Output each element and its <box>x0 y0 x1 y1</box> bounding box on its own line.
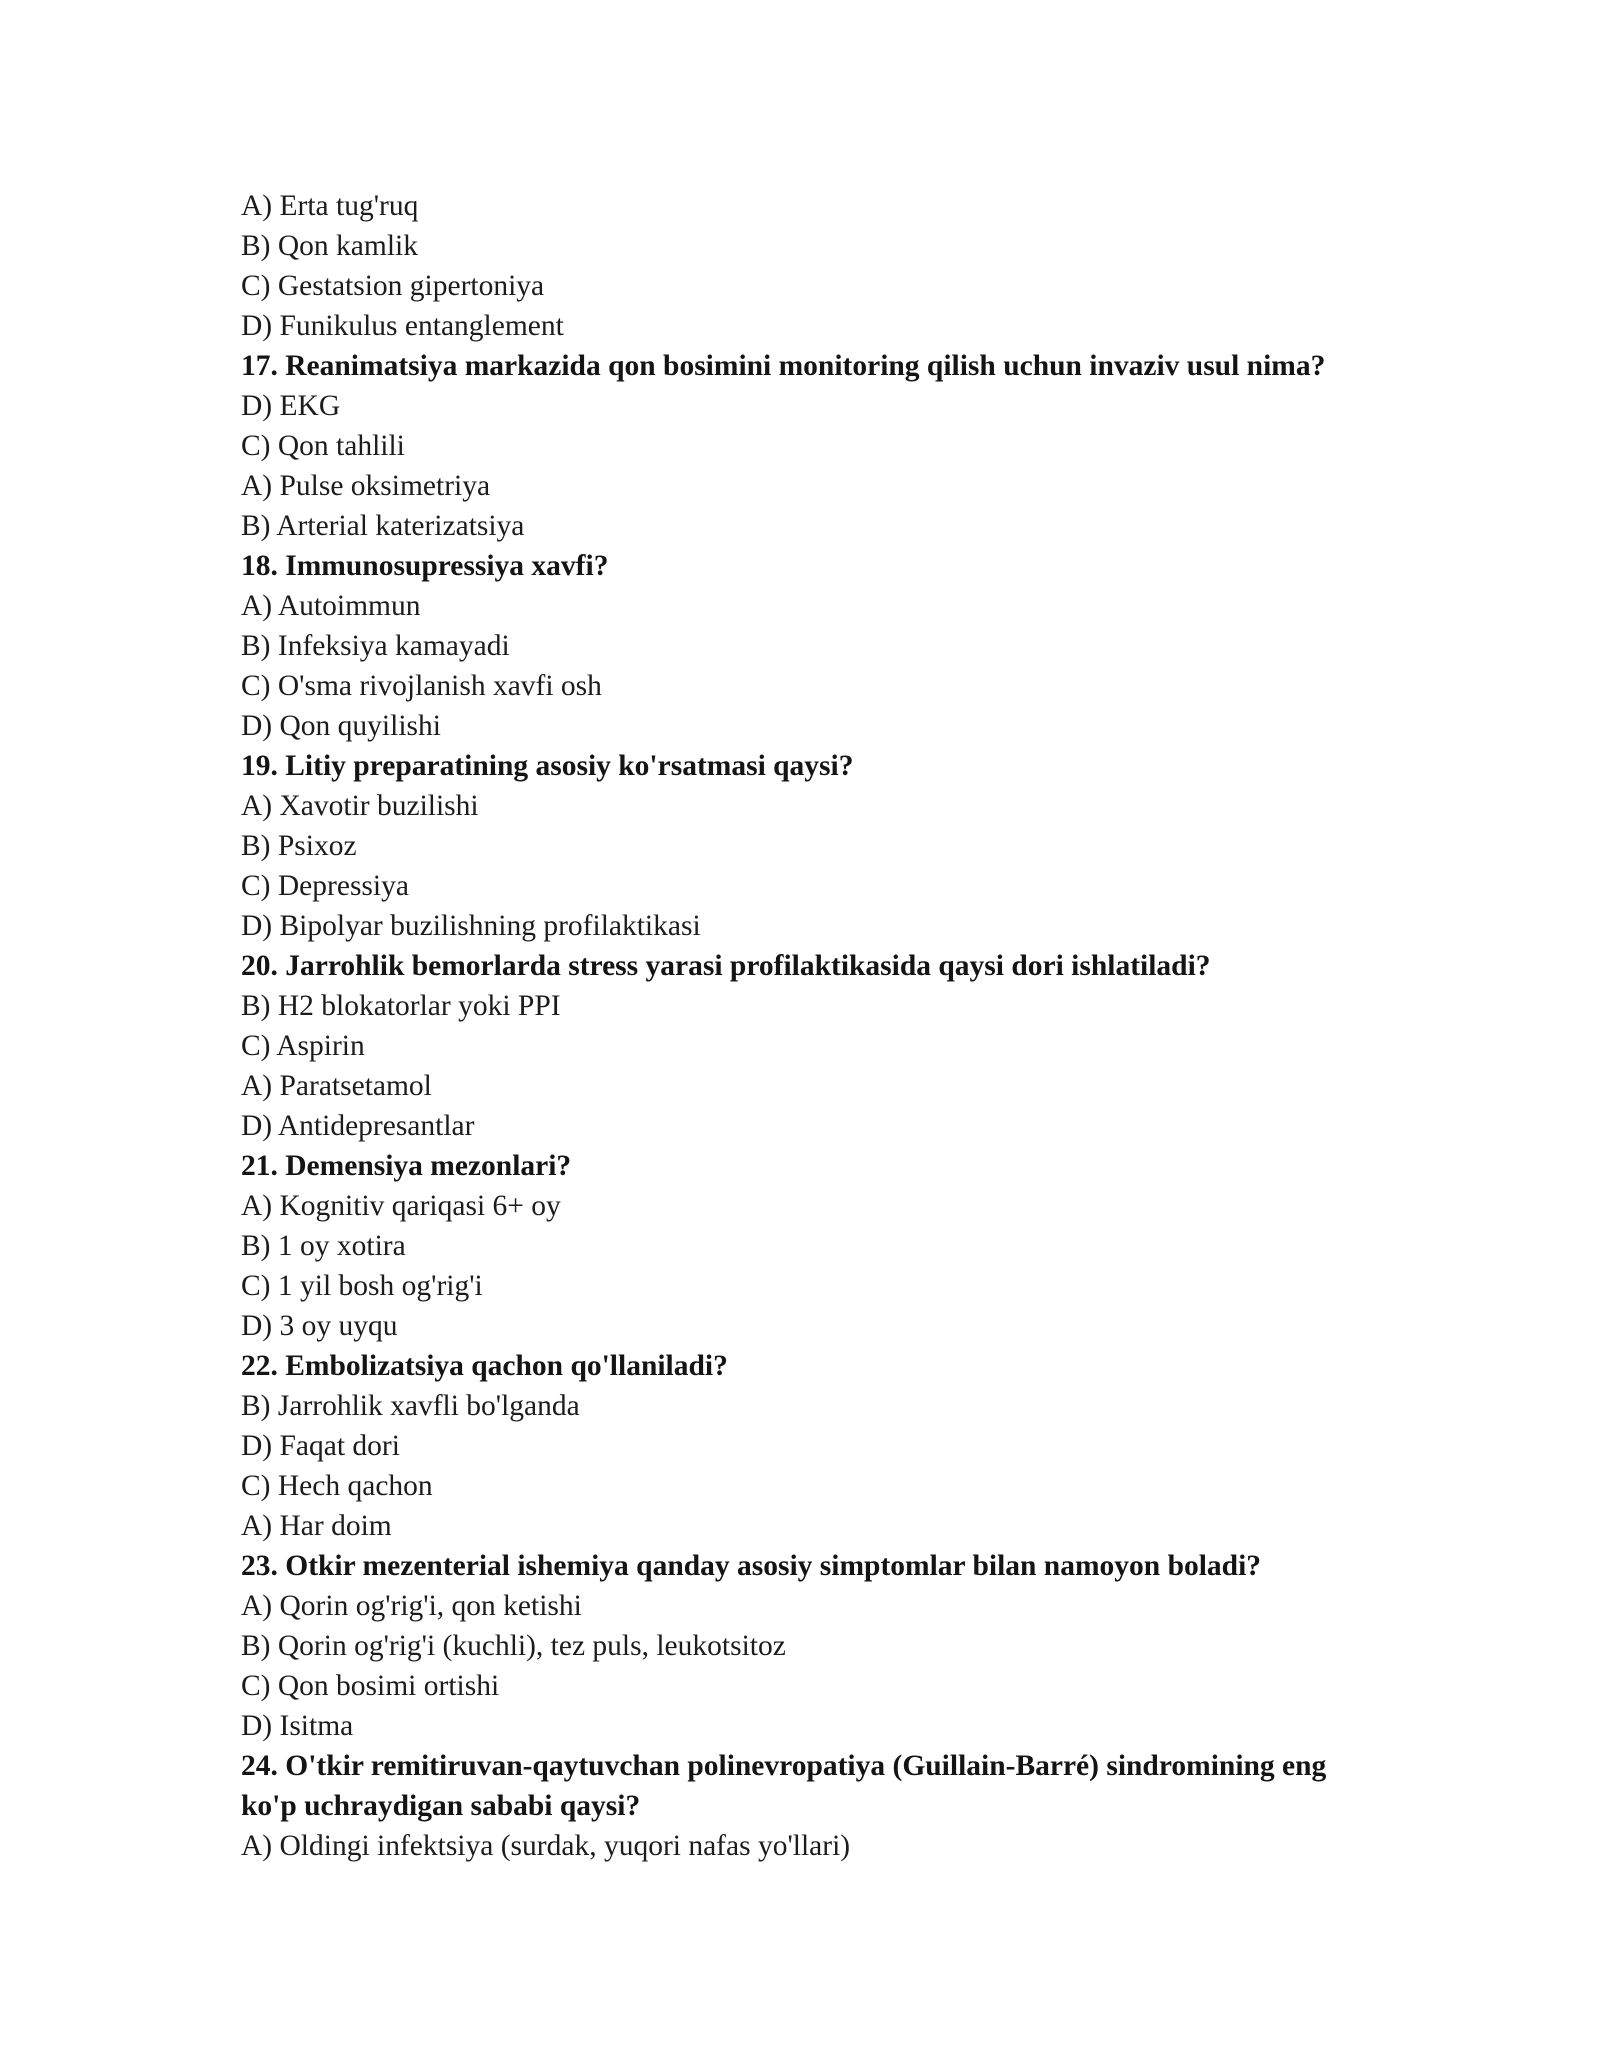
question-line: 24. O'tkir remitiruvan-qaytuvchan polinevropatiya (Guillain-Barré) sindromining eng <box>241 1750 1327 1782</box>
answer-option: D) Bipolyar buzilishning profilaktikasi <box>241 910 701 942</box>
answer-option: A) Kognitiv qariqasi 6+ oy <box>241 1190 561 1222</box>
answer-option: C) 1 yil bosh og'rig'i <box>241 1270 483 1302</box>
question-line: 20. Jarrohlik bemorlarda stress yarasi profilaktikasida qaysi dori ishlatiladi? <box>241 950 1211 982</box>
question-line: 19. Litiy preparatining asosiy ko'rsatmasi qaysi? <box>241 750 854 782</box>
answer-option: C) O'sma rivojlanish xavfi osh <box>241 670 602 702</box>
question-line: 21. Demensiya mezonlari? <box>241 1150 572 1182</box>
answer-option: C) Hech qachon <box>241 1470 433 1502</box>
answer-option: A) Autoimmun <box>241 590 421 622</box>
answer-option: D) Funikulus entanglement <box>241 310 564 342</box>
answer-option: A) Paratsetamol <box>241 1070 432 1102</box>
answer-option: A) Qorin og'rig'i, qon ketishi <box>241 1590 582 1622</box>
question-text <box>241 1746 1421 1826</box>
question-line: ko'p uchraydigan sababi qaysi? <box>241 1790 641 1822</box>
question-line: 17. Reanimatsiya markazida qon bosimini monitoring qilish uchun invaziv usul nima? <box>241 350 1326 382</box>
answer-option: B) Jarrohlik xavfli bo'lganda <box>241 1390 580 1422</box>
question-line: 23. Otkir mezenterial ishemiya qanday asosiy simptomlar bilan namoyon boladi? <box>241 1550 1262 1582</box>
question-text <box>241 546 1421 586</box>
answer-option: C) Gestatsion gipertoniya <box>241 270 545 302</box>
question-line: 22. Embolizatsiya qachon qo'llaniladi? <box>241 1350 728 1382</box>
question-text <box>241 946 1421 986</box>
answer-option: B) 1 oy xotira <box>241 1230 406 1262</box>
answer-option: B) Qorin og'rig'i (kuchli), tez puls, leukotsitoz <box>241 1630 786 1662</box>
answer-option: D) Faqat dori <box>241 1430 400 1462</box>
answer-option: B) Infeksiya kamayadi <box>241 630 510 662</box>
answer-option: A) Har doim <box>241 1510 392 1542</box>
answer-option: C) Aspirin <box>241 1030 365 1062</box>
answer-option: C) Depressiya <box>241 870 409 902</box>
answer-option: D) 3 oy uyqu <box>241 1310 398 1342</box>
answer-option: B) Qon kamlik <box>241 230 418 262</box>
question-text <box>241 746 1421 786</box>
answer-option: D) Isitma <box>241 1710 354 1742</box>
answer-option: A) Pulse oksimetriya <box>241 470 491 502</box>
answer-option: D) Qon quyilishi <box>241 710 441 742</box>
answer-option: D) EKG <box>241 390 341 422</box>
question-list <box>241 186 1421 1866</box>
question-text <box>241 1346 1421 1386</box>
answer-option: B) H2 blokatorlar yoki PPI <box>241 990 561 1022</box>
question-line: 18. Immunosupressiya xavfi? <box>241 550 609 582</box>
answer-option: A) Oldingi infektsiya (surdak, yuqori nafas yo'llari) <box>241 1830 851 1862</box>
answer-option: C) Qon tahlili <box>241 430 405 462</box>
answer-option: B) Arterial katerizatsiya <box>241 510 525 542</box>
answer-option: A) Xavotir buzilishi <box>241 790 479 822</box>
answer-option: A) Erta tug'ruq <box>241 190 419 222</box>
question-text <box>241 346 1421 386</box>
answer-option: C) Qon bosimi ortishi <box>241 1670 500 1702</box>
question-text <box>241 1146 1421 1186</box>
question-text <box>241 1546 1421 1586</box>
answer-option: B) Psixoz <box>241 830 357 862</box>
answer-option: D) Antidepresantlar <box>241 1110 475 1142</box>
